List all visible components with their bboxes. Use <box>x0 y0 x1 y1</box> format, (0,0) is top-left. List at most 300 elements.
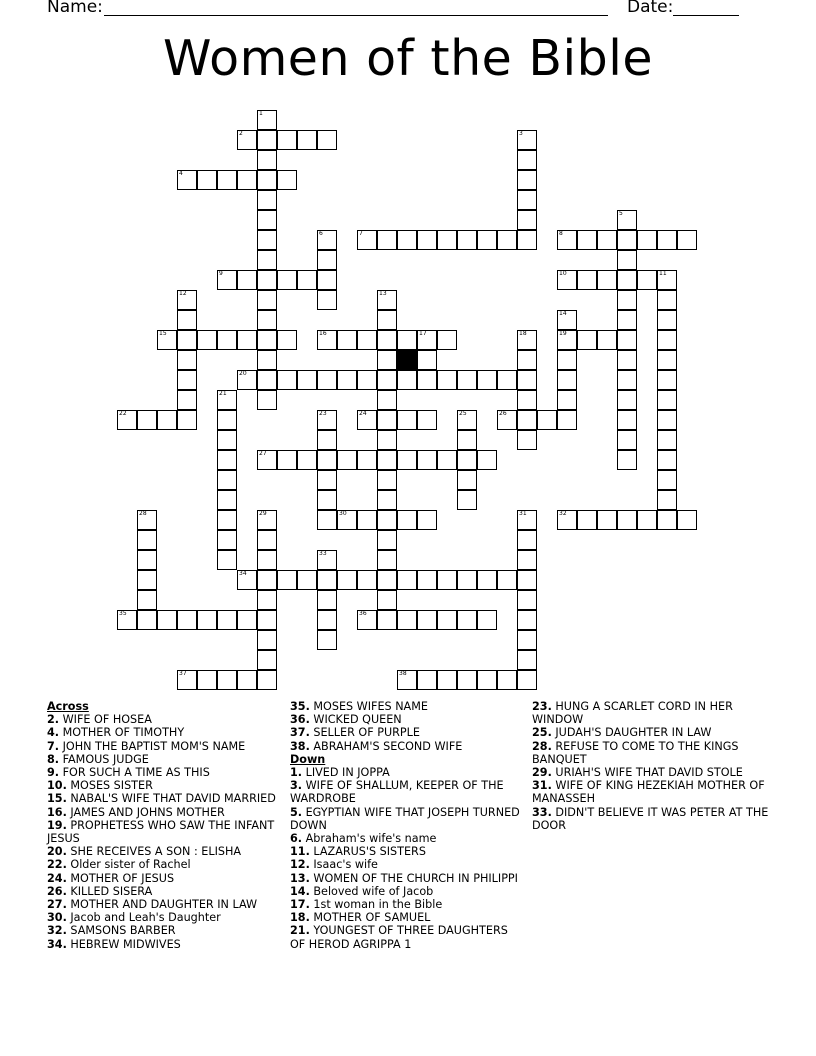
grid-cell[interactable] <box>257 230 277 250</box>
grid-cell[interactable] <box>657 450 677 470</box>
grid-cell[interactable] <box>237 270 257 290</box>
grid-cell[interactable] <box>517 350 537 370</box>
clue-item <box>47 885 282 898</box>
clue-number: 37. <box>290 726 310 740</box>
clue-text: MOTHER AND DAUGHTER IN LAW <box>66 898 258 912</box>
grid-cell[interactable] <box>497 370 517 390</box>
down-heading: Down <box>290 752 326 766</box>
grid-cell[interactable] <box>457 570 477 590</box>
grid-cell[interactable] <box>277 370 297 390</box>
grid-cell[interactable] <box>677 230 697 250</box>
grid-cell[interactable] <box>257 270 277 290</box>
grid-cell[interactable] <box>377 350 397 370</box>
grid-cell[interactable] <box>377 470 397 490</box>
grid-cell[interactable] <box>637 510 657 530</box>
grid-cell[interactable] <box>317 130 337 150</box>
grid-cell[interactable] <box>517 550 537 570</box>
clue-item <box>290 858 525 871</box>
grid-cell[interactable] <box>657 510 677 530</box>
grid-cell[interactable] <box>237 170 257 190</box>
grid-cell[interactable] <box>477 370 497 390</box>
grid-cell[interactable] <box>397 410 417 430</box>
grid-cell[interactable] <box>137 410 157 430</box>
grid-cell[interactable] <box>437 230 457 250</box>
grid-cell[interactable] <box>317 430 337 450</box>
grid-cell[interactable] <box>477 610 497 630</box>
clue-item <box>532 740 772 766</box>
clue-text: URIAH'S WIFE THAT DAVID STOLE <box>551 766 743 780</box>
clue-text: HUNG A SCARLET CORD IN HER WINDOW <box>532 700 733 727</box>
grid-cell[interactable] <box>177 370 197 390</box>
clue-text: SELLER OF PURPLE <box>309 726 420 740</box>
grid-cell[interactable] <box>377 370 397 390</box>
clue-number: 35. <box>290 700 310 713</box>
grid-cell[interactable] <box>377 530 397 550</box>
grid-cell[interactable] <box>137 550 157 570</box>
grid-cell[interactable] <box>417 450 437 470</box>
grid-cell[interactable] <box>217 170 237 190</box>
clue-number: 24. <box>47 871 67 885</box>
cell-number: 23 <box>319 410 327 417</box>
grid-cell[interactable] <box>337 570 357 590</box>
grid-cell[interactable] <box>417 670 437 690</box>
grid-cell[interactable] <box>317 470 337 490</box>
grid-cell[interactable] <box>177 330 197 350</box>
grid-cell[interactable] <box>437 610 457 630</box>
cell-number: 36 <box>359 610 367 617</box>
cell-number: 8 <box>559 230 563 237</box>
clue-text: MOTHER OF TIMOTHY <box>59 726 185 740</box>
grid-cell[interactable] <box>677 510 697 530</box>
clue-text: LAZARUS'S SISTERS <box>309 845 426 859</box>
grid-cell[interactable] <box>257 570 277 590</box>
grid-cell[interactable] <box>437 570 457 590</box>
grid-cell[interactable] <box>257 370 277 390</box>
clue-number: 3. <box>290 779 303 793</box>
grid-cell[interactable] <box>357 510 377 530</box>
grid-cell[interactable] <box>377 570 397 590</box>
grid-cell[interactable] <box>377 610 397 630</box>
grid-cell[interactable] <box>457 490 477 510</box>
grid-cell[interactable] <box>357 570 377 590</box>
grid-cell[interactable] <box>617 390 637 410</box>
clue-text: WIFE OF KING HEZEKIAH MOTHER OF MANASSEH <box>532 779 765 806</box>
grid-cell[interactable] <box>257 310 277 330</box>
grid-cell[interactable] <box>557 370 577 390</box>
clue-number: 23. <box>532 700 552 713</box>
clue-number: 33. <box>532 805 552 819</box>
grid-cell[interactable] <box>197 330 217 350</box>
grid-cell[interactable] <box>617 330 637 350</box>
grid-cell[interactable] <box>517 170 537 190</box>
clue-text: KILLED SISERA <box>66 884 153 898</box>
grid-cell[interactable] <box>257 290 277 310</box>
grid-cell[interactable] <box>357 330 377 350</box>
grid-cell[interactable] <box>237 610 257 630</box>
clue-number: 8. <box>47 752 60 766</box>
grid-cell[interactable] <box>617 270 637 290</box>
cell-number: 12 <box>179 290 187 297</box>
grid-cell[interactable] <box>457 370 477 390</box>
grid-cell[interactable] <box>657 350 677 370</box>
grid-cell[interactable] <box>397 450 417 470</box>
grid-cell[interactable] <box>577 230 597 250</box>
grid-cell[interactable] <box>317 630 337 650</box>
clue-item <box>47 740 282 753</box>
clue-number: 10. <box>47 779 67 793</box>
grid-cell[interactable] <box>237 330 257 350</box>
clue-item <box>290 911 525 924</box>
grid-cell[interactable] <box>317 290 337 310</box>
grid-cell[interactable] <box>317 570 337 590</box>
grid-cell[interactable] <box>477 230 497 250</box>
grid-cell[interactable] <box>657 330 677 350</box>
grid-cell[interactable] <box>577 270 597 290</box>
grid-cell[interactable] <box>277 330 297 350</box>
grid-cell[interactable] <box>237 670 257 690</box>
grid-cell[interactable] <box>497 670 517 690</box>
grid-cell[interactable] <box>517 650 537 670</box>
cell-number: 33 <box>319 550 327 557</box>
grid-cell[interactable] <box>257 610 277 630</box>
cell-number: 20 <box>239 370 247 377</box>
grid-cell[interactable] <box>257 350 277 370</box>
clue-item <box>47 924 282 937</box>
grid-cell[interactable] <box>537 410 557 430</box>
grid-cell[interactable] <box>417 610 437 630</box>
grid-cell[interactable] <box>397 230 417 250</box>
grid-cell[interactable] <box>597 510 617 530</box>
cell-number: 31 <box>519 510 527 517</box>
grid-cell[interactable] <box>657 390 677 410</box>
grid-cell[interactable] <box>517 530 537 550</box>
clue-number: 11. <box>290 845 310 859</box>
grid-cell[interactable] <box>457 450 477 470</box>
grid-cell[interactable] <box>297 570 317 590</box>
grid-cell[interactable] <box>197 670 217 690</box>
clue-text: YOUNGEST OF THREE DAUGHTERS OF HEROD AGRIPPA 1 <box>290 924 508 951</box>
grid-cell[interactable] <box>137 570 157 590</box>
grid-cell[interactable] <box>257 130 277 150</box>
grid-cell[interactable] <box>517 610 537 630</box>
cell-number: 5 <box>619 210 623 217</box>
clue-number: 7. <box>47 739 60 753</box>
grid-cell[interactable] <box>517 670 537 690</box>
clue-item <box>290 924 525 950</box>
grid-cell[interactable] <box>517 150 537 170</box>
grid-cell[interactable] <box>477 450 497 470</box>
grid-cell[interactable] <box>617 250 637 270</box>
cell-number: 4 <box>179 170 183 177</box>
grid-cell[interactable] <box>217 490 237 510</box>
grid-cell[interactable] <box>617 350 637 370</box>
grid-cell[interactable] <box>617 430 637 450</box>
grid-cell[interactable] <box>437 450 457 470</box>
grid-cell[interactable] <box>397 510 417 530</box>
clue-number: 21. <box>290 924 310 938</box>
grid-cell[interactable] <box>197 170 217 190</box>
grid-cell[interactable] <box>317 510 337 530</box>
cell-number: 34 <box>239 570 247 577</box>
grid-cell[interactable] <box>217 550 237 570</box>
grid-cell[interactable] <box>177 390 197 410</box>
grid-cell[interactable] <box>637 270 657 290</box>
clue-number: 31. <box>532 779 552 793</box>
grid-cell[interactable] <box>517 590 537 610</box>
clue-number: 5. <box>290 805 303 819</box>
grid-cell[interactable] <box>357 370 377 390</box>
grid-cell[interactable] <box>257 170 277 190</box>
grid-cell[interactable] <box>277 450 297 470</box>
grid-cell[interactable] <box>377 490 397 510</box>
grid-cell[interactable] <box>517 230 537 250</box>
grid-cell[interactable] <box>517 410 537 430</box>
grid-cell[interactable] <box>137 610 157 630</box>
grid-cell[interactable] <box>257 550 277 570</box>
grid-cell[interactable] <box>277 170 297 190</box>
clue-item <box>290 872 525 885</box>
grid-cell[interactable] <box>497 230 517 250</box>
clue-number: 19. <box>47 818 67 832</box>
grid-cell[interactable] <box>397 570 417 590</box>
cell-number: 37 <box>179 670 187 677</box>
grid-cell[interactable] <box>257 650 277 670</box>
grid-cell[interactable] <box>397 610 417 630</box>
grid-cell[interactable] <box>657 470 677 490</box>
cell-number: 17 <box>419 330 427 337</box>
clue-text: Beloved wife of Jacob <box>309 884 434 898</box>
grid-cell[interactable] <box>617 370 637 390</box>
grid-cell[interactable] <box>437 370 457 390</box>
clue-item <box>290 898 525 911</box>
clue-text: MOSES SISTER <box>66 779 153 793</box>
grid-cell[interactable] <box>657 370 677 390</box>
clue-item <box>47 713 282 726</box>
clue-item <box>290 779 525 805</box>
grid-cell[interactable] <box>377 450 397 470</box>
grid-cell[interactable] <box>617 310 637 330</box>
grid-cell[interactable] <box>277 270 297 290</box>
grid-cell[interactable] <box>617 290 637 310</box>
grid-cell[interactable] <box>377 230 397 250</box>
grid-cell[interactable] <box>457 430 477 450</box>
clue-number: 15. <box>47 792 67 806</box>
grid-cell[interactable] <box>377 550 397 570</box>
grid-cell[interactable] <box>657 410 677 430</box>
grid-cell[interactable] <box>217 330 237 350</box>
cell-number: 28 <box>139 510 147 517</box>
grid-cell[interactable] <box>597 230 617 250</box>
grid-cell[interactable] <box>377 330 397 350</box>
grid-cell[interactable] <box>657 310 677 330</box>
clue-number: 25. <box>532 726 552 740</box>
cell-number: 22 <box>119 410 127 417</box>
grid-cell[interactable] <box>517 570 537 590</box>
grid-cell[interactable] <box>217 470 237 490</box>
grid-cell[interactable] <box>457 470 477 490</box>
grid-cell[interactable] <box>217 430 237 450</box>
grid-cell[interactable] <box>257 670 277 690</box>
grid-cell[interactable] <box>257 150 277 170</box>
grid-cell[interactable] <box>217 670 237 690</box>
grid-cell[interactable] <box>297 130 317 150</box>
grid-cell[interactable] <box>177 310 197 330</box>
grid-cell[interactable] <box>377 430 397 450</box>
grid-cell[interactable] <box>137 530 157 550</box>
grid-cell[interactable] <box>157 610 177 630</box>
grid-cell[interactable] <box>417 410 437 430</box>
grid-cell[interactable] <box>597 330 617 350</box>
grid-cell[interactable] <box>257 330 277 350</box>
grid-cell[interactable] <box>257 390 277 410</box>
grid-cell[interactable] <box>277 130 297 150</box>
grid-cell[interactable] <box>377 390 397 410</box>
grid-cell[interactable] <box>217 530 237 550</box>
grid-cell[interactable] <box>157 410 177 430</box>
grid-cell[interactable] <box>457 670 477 690</box>
clue-number: 36. <box>290 713 310 727</box>
cell-number: 6 <box>319 230 323 237</box>
clue-number: 28. <box>532 739 552 753</box>
grid-cell[interactable] <box>337 370 357 390</box>
grid-cell[interactable] <box>317 270 337 290</box>
grid-cell[interactable] <box>257 250 277 270</box>
grid-cell[interactable] <box>317 370 337 390</box>
grid-cell[interactable] <box>577 510 597 530</box>
grid-cell[interactable] <box>557 350 577 370</box>
clue-item <box>47 819 282 845</box>
grid-cell[interactable] <box>417 510 437 530</box>
grid-cell[interactable] <box>337 330 357 350</box>
grid-cell[interactable] <box>257 190 277 210</box>
grid-cell[interactable] <box>617 230 637 250</box>
grid-cell[interactable] <box>457 610 477 630</box>
clue-item <box>290 700 525 713</box>
grid-cell[interactable] <box>257 210 277 230</box>
grid-cell[interactable] <box>657 490 677 510</box>
grid-cell[interactable] <box>437 670 457 690</box>
grid-cell[interactable] <box>297 450 317 470</box>
grid-cell[interactable] <box>597 270 617 290</box>
grid-cell[interactable] <box>617 450 637 470</box>
grid-cell[interactable] <box>517 190 537 210</box>
grid-cell[interactable] <box>317 590 337 610</box>
grid-cell[interactable] <box>417 230 437 250</box>
clue-column-3 <box>532 700 772 832</box>
cell-number: 30 <box>339 510 347 517</box>
grid-cell[interactable] <box>137 590 157 610</box>
grid-cell[interactable] <box>417 350 437 370</box>
clue-number: 22. <box>47 858 67 872</box>
grid-cell[interactable] <box>557 390 577 410</box>
grid-cell[interactable] <box>197 610 217 630</box>
clue-item <box>290 806 525 832</box>
grid-cell[interactable] <box>377 590 397 610</box>
grid-cell[interactable] <box>417 370 437 390</box>
grid-cell[interactable] <box>477 570 497 590</box>
clue-item <box>47 726 282 739</box>
grid-cell[interactable] <box>657 430 677 450</box>
grid-cell[interactable] <box>517 370 537 390</box>
black-cell <box>397 350 417 370</box>
clue-number: 26. <box>47 884 67 898</box>
grid-cell[interactable] <box>517 390 537 410</box>
clue-text: MOTHER OF SAMUEL <box>309 911 431 925</box>
cell-number: 21 <box>219 390 227 397</box>
grid-cell[interactable] <box>177 410 197 430</box>
grid-cell[interactable] <box>337 450 357 470</box>
cell-number: 18 <box>519 330 527 337</box>
grid-cell[interactable] <box>657 290 677 310</box>
clue-text: DIDN'T BELIEVE IT WAS PETER AT THE DOOR <box>532 805 769 832</box>
grid-cell[interactable] <box>317 490 337 510</box>
grid-cell[interactable] <box>177 610 197 630</box>
clue-text: Isaac's wife <box>309 858 378 872</box>
grid-cell[interactable] <box>317 610 337 630</box>
grid-cell[interactable] <box>357 450 377 470</box>
clue-text: FAMOUS JUDGE <box>59 752 149 766</box>
grid-cell[interactable] <box>617 410 637 430</box>
grid-cell[interactable] <box>437 330 457 350</box>
clue-number: 1. <box>290 766 303 780</box>
grid-cell[interactable] <box>217 450 237 470</box>
grid-cell[interactable] <box>617 510 637 530</box>
page-title: Women of the Bible <box>163 30 653 87</box>
cell-number: 16 <box>319 330 327 337</box>
grid-cell[interactable] <box>257 590 277 610</box>
grid-cell[interactable] <box>397 330 417 350</box>
clue-number: 38. <box>290 739 310 753</box>
clue-text: JAMES AND JOHNS MOTHER <box>66 805 225 819</box>
grid-cell[interactable] <box>417 570 437 590</box>
grid-cell[interactable] <box>517 630 537 650</box>
grid-cell[interactable] <box>217 410 237 430</box>
grid-cell[interactable] <box>317 250 337 270</box>
clue-item <box>532 779 772 805</box>
grid-cell[interactable] <box>457 230 477 250</box>
grid-cell[interactable] <box>297 370 317 390</box>
grid-cell[interactable] <box>257 530 277 550</box>
clue-item <box>290 740 525 753</box>
grid-cell[interactable] <box>377 410 397 430</box>
cell-number: 10 <box>559 270 567 277</box>
grid-cell[interactable] <box>377 510 397 530</box>
clue-text: 1st woman in the Bible <box>309 898 443 912</box>
grid-cell[interactable] <box>557 410 577 430</box>
grid-cell[interactable] <box>637 230 657 250</box>
grid-cell[interactable] <box>397 370 417 390</box>
grid-cell[interactable] <box>377 310 397 330</box>
grid-cell[interactable] <box>477 670 497 690</box>
clue-text: ABRAHAM'S SECOND WIFE <box>309 739 463 753</box>
clue-text: HEBREW MIDWIVES <box>66 937 181 951</box>
grid-cell[interactable] <box>217 610 237 630</box>
grid-cell[interactable] <box>517 210 537 230</box>
cell-number: 14 <box>559 310 567 317</box>
grid-cell[interactable] <box>257 630 277 650</box>
clue-number: 18. <box>290 911 310 925</box>
grid-cell[interactable] <box>177 350 197 370</box>
grid-cell[interactable] <box>277 570 297 590</box>
cell-number: 7 <box>359 230 363 237</box>
grid-cell[interactable] <box>577 330 597 350</box>
grid-cell[interactable] <box>517 430 537 450</box>
grid-cell[interactable] <box>497 570 517 590</box>
grid-cell[interactable] <box>297 270 317 290</box>
grid-cell[interactable] <box>217 510 237 530</box>
grid-cell[interactable] <box>657 230 677 250</box>
grid-cell[interactable] <box>317 450 337 470</box>
